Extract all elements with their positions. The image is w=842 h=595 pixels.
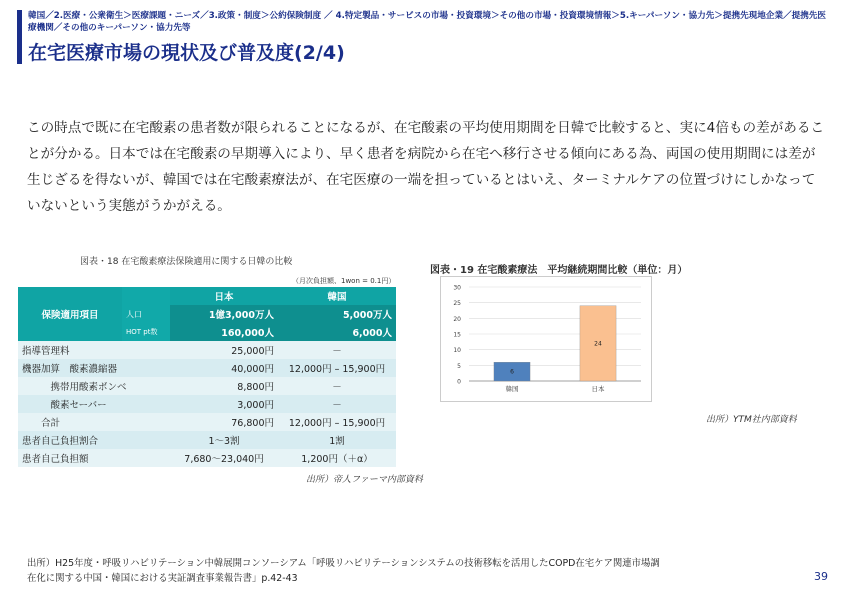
table-note: （月次負担額、1won = 0.1円） [292, 277, 396, 285]
y-tick-label: 30 [453, 284, 461, 292]
body-paragraph: この時点で既に在宅酸素の患者数が限られることになるが、在宅酸素の平均使用期間を日韓で比較すると、実に4倍もの差があることが分かる。日本では在宅酸素の早期導入により、早く患者を病院から在宅へ移行させる傾向にある為、両国の使用期間には差が生じざるを得ないが、韓国では在宅酸素療法が、在宅医療の一端を担っているとはいえ、ターミナルケアの位置づけにしかなっていないという実態がうかがえる。 [27, 120, 825, 214]
footnote [27, 556, 787, 586]
footnote-line-1: 出所）H25年度・呼吸リハビリテーション中韓展開コンソーシアム「呼吸リハビリテーションシステムの技術移転を活用したCOPD在宅ケア関連市場調 [27, 558, 660, 569]
pop-japan: 1億3,000万人 [170, 305, 278, 323]
group-label: 保険適用項目 [18, 287, 122, 341]
duration-bar-chart [441, 277, 651, 401]
x-tick-label: 韓国 [505, 385, 519, 393]
table-row: 携帯用酸素ボンベ 8,800円 － [18, 377, 396, 395]
hot-korea: 6,000人 [278, 323, 396, 341]
insurance-comparison-table [18, 287, 396, 467]
table-row: 患者自己負担割合 1～3割 1割 [18, 431, 396, 449]
y-tick-label: 20 [453, 315, 461, 323]
chart-frame [440, 276, 652, 402]
col-korea: 韓国 [278, 287, 396, 305]
table-source: 出所）帝人ファーマ内部資料 [306, 475, 423, 485]
table-row: 酸素セーバー 3,000円 － [18, 395, 396, 413]
table-row: 患者自己負担額 7,680～23,040円 1,200円（＋α） [18, 449, 396, 467]
y-tick-label: 25 [453, 300, 461, 308]
footnote-line-2: 在化に関する中国・韓国における実証調査事業報告書」p.42-43 [27, 573, 298, 584]
page-title: 在宅医療市場の現状及び普及度(2/4) [28, 42, 345, 64]
hot-japan: 160,000人 [170, 323, 278, 341]
y-tick-label: 15 [453, 331, 461, 339]
table-title: 図表・18 在宅酸素療法保険適用に関する日韓の比較 [80, 257, 293, 267]
hot-label: HOT pt数 [122, 323, 170, 341]
y-tick-label: 0 [457, 378, 461, 386]
col-japan: 日本 [170, 287, 278, 305]
y-tick-label: 5 [457, 362, 461, 370]
chart-source: 出所）YTM社内部資料 [706, 415, 797, 425]
y-tick-label: 10 [453, 347, 461, 355]
pop-korea: 5,000万人 [278, 305, 396, 323]
table-row: 合計 76,800円 12,000円 – 15,900円 [18, 413, 396, 431]
data-label: 6 [510, 368, 514, 376]
page-number: 39 [814, 570, 828, 583]
table-row: 機器加算 酸素濃縮器 40,000円 12,000円 – 15,900円 [18, 359, 396, 377]
chart-title: 図表・19 在宅酸素療法 平均継続期間比較（単位：月） [430, 265, 688, 276]
breadcrumb: 韓国／2.医療・公衆衛生＞医療課題・ニーズ／3.政策・制度＞公約保険制度 ／ 4.特定製品・サービスの市場・投資環境＞その他の市場・投資環境情報＞5.キーパーソン・協力先＞提携先現地企業／提携先医療機関／その他のキーパーソン・協力先等 [28, 11, 827, 33]
table-row: 指導管理料 25,000円 － [18, 341, 396, 359]
pop-label: 人口 [122, 305, 170, 323]
x-tick-label: 日本 [591, 385, 605, 393]
header-accent-bar [17, 10, 22, 64]
data-label: 24 [594, 340, 602, 348]
